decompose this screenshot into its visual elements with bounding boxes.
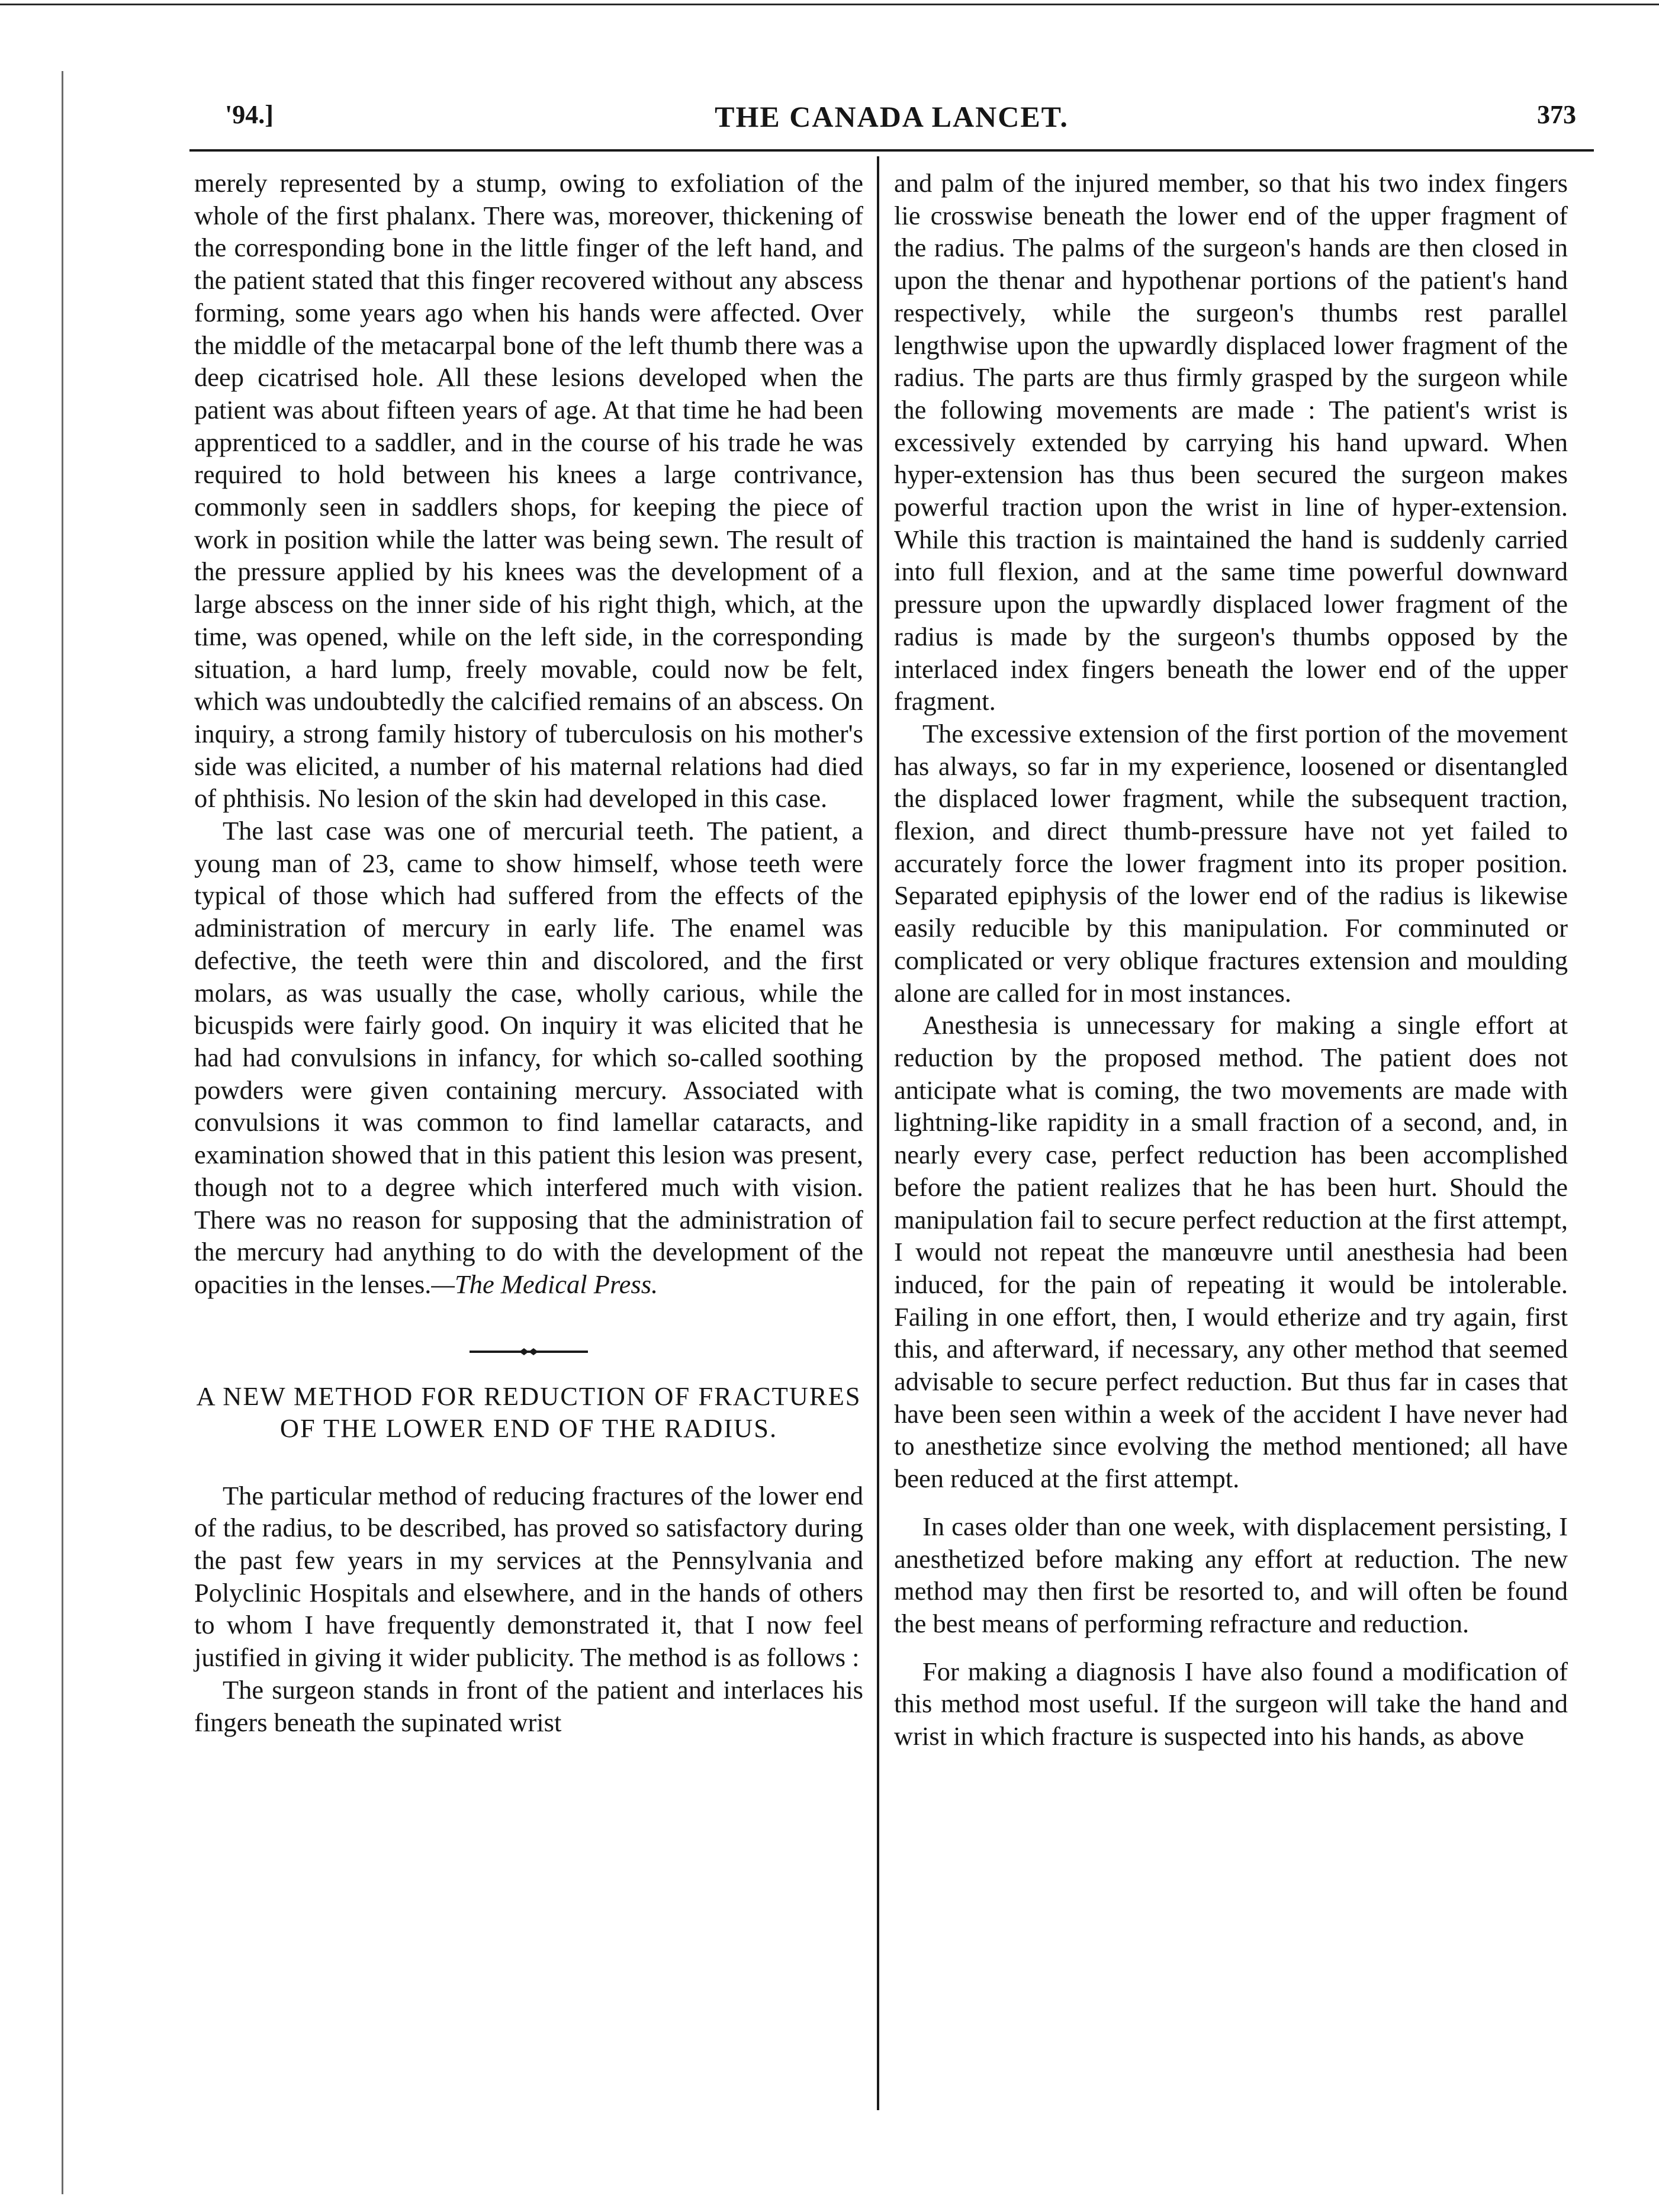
paragraph-text: The last case was one of mercurial teeth. The patient, a young man of 23, came to show himself, whose teeth were typical of those which had suffered from the effects of the administration of mercury in early life. The enamel was defective, the teeth were thin and discolored, and the first molars, as was usually the case, wholly carious, while the bicuspids were fairly good. On inquiry it was elicited that he had had convulsions in infancy, for which so-called soothing powders were given containing mercury. Associated with convulsions it was common to find lamellar cataracts, and examination showed that in this patient this lesion was present, though not to a degree which interfered much with vision. There was no reason for supposing that the administration of the mercury had anything to do with the development of the opacities in the lenses. (194, 816, 863, 1299)
running-header (189, 99, 1594, 141)
page-edge-line (62, 71, 63, 2194)
paragraph-continued: and palm of the injured member, so that his two index fingers lie crosswise beneath the lower end of the upper fragment of the radius. The palms of the surgeon's hands are then closed in upon the thenar and hypothenar portions of the patient's hand respectively, while the surgeon's thumbs rest parallel lengthwise upon the upwardly displaced lower fragment of the radius. The parts are thus firmly grasped by the surgeon while the following movements are made : The patient's wrist is excessively extended by carrying his hand upward. When hyper-extension has thus been secured the surgeon makes powerful traction upon the wrist in line of hyper-extension. While this traction is maintained the hand is suddenly carried into full flexion, and at the same time powerful downward pressure upon the upwardly displaced lower fragment of the radius is made by the surgeon's thumbs opposed by the interlaced index fingers beneath the lower end of the upper fragment. (894, 168, 1568, 716)
header-rule (189, 149, 1594, 152)
right-column (894, 167, 1568, 1753)
paragraph-diagnosis: For making a diagnosis I have also found a modification of this method most useful. If the surgeon will take the hand and wrist in which fracture is suspected into his hands, as above (894, 1656, 1568, 1751)
source-citation: —The Medical Press. (431, 1269, 658, 1299)
page-number: 373 (1537, 100, 1576, 129)
paragraph-continued: merely represented by a stump, owing to exfoliation of the whole of the first phalanx. There was, moreover, thickening of the corresponding bone in the little finger of the left hand, and the patient stated that this finger recovered without any abscess forming, some years ago when his hands were affected. Over the middle of the metacarpal bone of the left thumb there was a deep cicatrised hole. All these lesions developed when the patient was about fifteen years of age. At that time he had been apprenticed to a saddler, and in the course of his trade he was required to hold between his knees a large contrivance, commonly seen in saddlers shops, for keeping the piece of work in position while the latter was being sewn. The result of the pressure applied by his knees was the development of a large abscess on the inner side of his right thigh, which, at the time, was opened, while on the left side, in the corresponding situation, a hard lump, freely movable, could now be felt, which was undoubtedly the calcified remains of an abscess. On inquiry, a strong family history of tuberculosis on his mother's side was elicited, a number of his maternal relations had died of phthisis. No lesion of the skin had developed in this case. (194, 168, 863, 814)
paragraph-extension: The excessive extension of the first portion of the movement has always, so far in my experience, loosened or disentangled the displaced lower fragment, while the subsequent traction, flexion, and direct thumb-pressure have not yet failed to accurately force the lower fragment into its proper position. Separated epiphysis of the lower end of the radius is likewise easily reducible by this manipulation. For comminuted or complicated or very oblique fractures extension and moulding alone are called for in most instances. (894, 718, 1568, 1008)
top-border-rule (0, 4, 1659, 5)
column-divider (877, 156, 879, 2110)
left-column (194, 167, 863, 1738)
paragraph-mercurial-teeth (194, 815, 863, 1301)
paragraph-anesthesia: Anesthesia is unnecessary for making a single effort at reduction by the proposed method. The patient does not anticipate what is coming, the two movements are made with lightning-like rapidity in a small fraction of a second, and, in nearly every case, perfect reduction has been accomplished before the patient realizes that he has been hurt. Should the manipulation fail to secure perfect reduction at the first attempt, I would not repeat the manœuvre until anesthesia had been induced, for the pain of repeating it would be intolerable. Failing in one effort, then, I would etherize and try again, first this, and afterward, if necessary, any other method that seemed advisable to secure perfect reduction. But thus far in cases that have been seen within a week of the accident I have never had to anesthetize since evolving the method mentioned; all have been reduced at the first attempt. (894, 1010, 1568, 1494)
journal-title: THE CANADA LANCET. (715, 100, 1069, 133)
article-title: A NEW METHOD FOR REDUCTION OF FRACTURES OF THE LOWER END OF THE RADIUS. (196, 1381, 861, 1443)
header-year: '94.] (225, 100, 274, 129)
paragraph-older-cases: In cases older than one week, with displacement persisting, I anesthetized before making any effort at reduction. The new method may then first be resorted to, and will often be found the best means of performing refracture and reduction. (894, 1511, 1568, 1638)
paragraph-method: The surgeon stands in front of the patient and interlaces his fingers beneath the supinated wrist (194, 1674, 863, 1737)
section-divider-ornament (470, 1347, 588, 1356)
paragraph-intro: The particular method of reducing fractures of the lower end of the radius, to be described, has proved so satisfactory during the past few years in my services at the Pennsylvania and Polyclinic Hospitals and elsewhere, and in the hands of others to whom I have frequently demonstrated it, that I now feel justified in giving it wider publicity. The method is as follows : (194, 1480, 863, 1673)
